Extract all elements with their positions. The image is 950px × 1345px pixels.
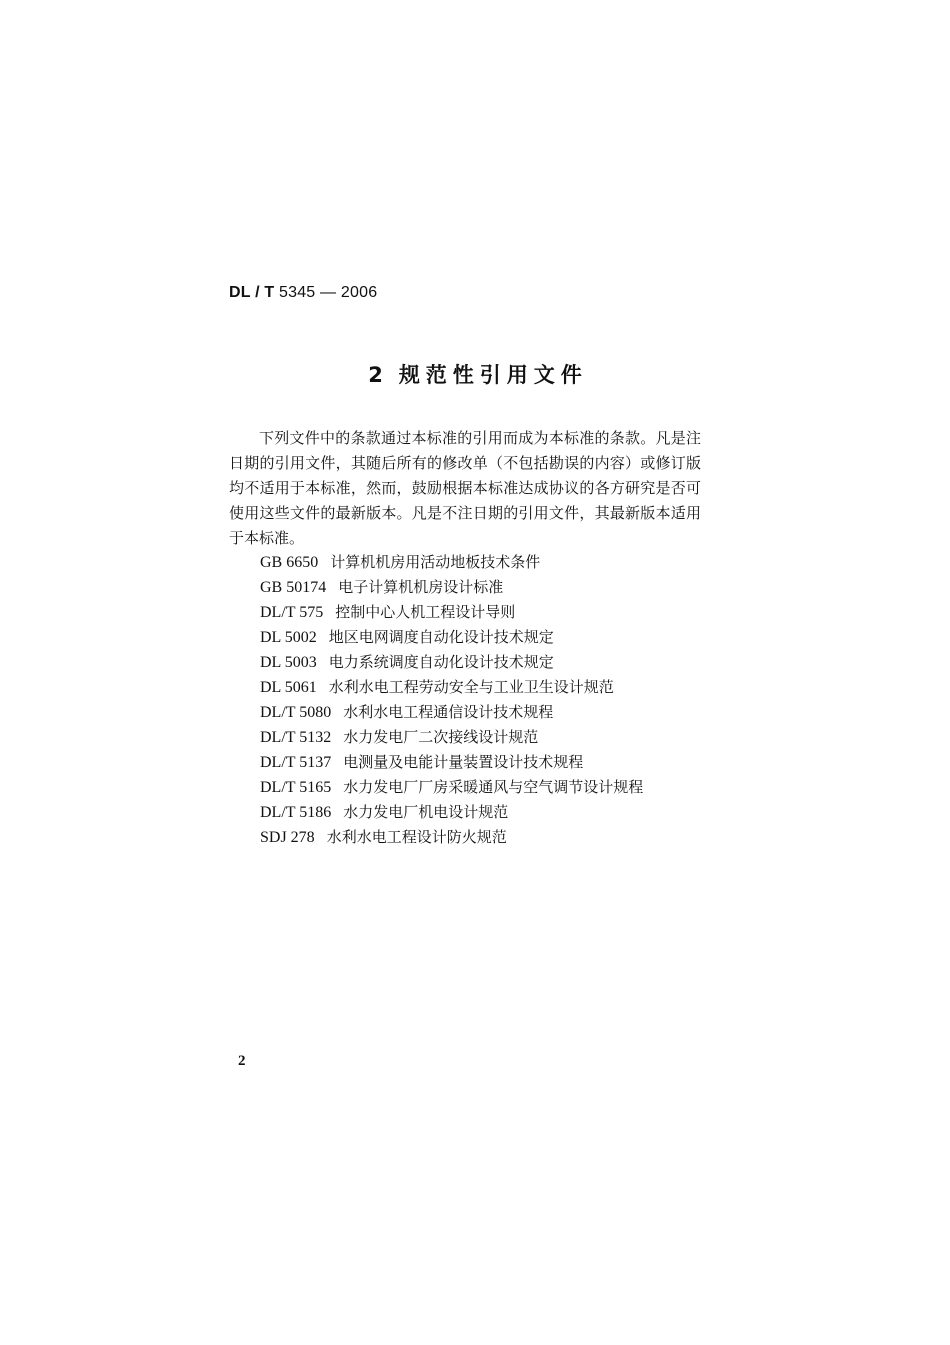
reference-item: [260, 650, 643, 675]
reference-name: 水力发电厂机电设计规范: [343, 803, 509, 821]
reference-item: [260, 725, 643, 750]
reference-item: [260, 775, 643, 800]
reference-name: 水利水电工程通信设计技术规程: [343, 703, 554, 721]
standard-code-header: [229, 284, 377, 302]
reference-code: DL/T 5132: [260, 729, 332, 746]
reference-item: [260, 675, 643, 700]
reference-item: [260, 825, 643, 850]
reference-name: 电力系统调度自动化设计技术规定: [328, 653, 554, 671]
reference-item: [260, 800, 643, 825]
reference-code: GB 50174: [260, 579, 327, 596]
reference-item: [260, 550, 643, 575]
reference-name: 水力发电厂二次接线设计规范: [343, 728, 539, 746]
reference-code: DL/T 5165: [260, 779, 332, 796]
reference-name: 水利水电工程劳动安全与工业卫生设计规范: [328, 678, 614, 696]
reference-code: SDJ 278: [260, 829, 315, 846]
section-heading: [0, 359, 950, 389]
reference-item: [260, 700, 643, 725]
standard-code-number: 5345 — 2006: [279, 284, 378, 301]
reference-item: [260, 575, 643, 600]
section-number: 2: [368, 363, 389, 387]
reference-code: DL/T 5137: [260, 754, 332, 771]
reference-code: DL/T 5080: [260, 704, 332, 721]
reference-name: 计算机机房用活动地板技术条件: [330, 553, 541, 571]
section-title: 规范性引用文件: [398, 363, 588, 387]
reference-item: [260, 625, 643, 650]
reference-name: 水利水电工程设计防火规范: [326, 828, 507, 846]
reference-code: DL/T 575: [260, 604, 324, 621]
reference-item: [260, 600, 643, 625]
reference-name: 电测量及电能计量装置设计技术规程: [343, 753, 584, 771]
standard-code-prefix: DL / T: [229, 284, 275, 301]
reference-name: 控制中心人机工程设计导则: [335, 603, 516, 621]
reference-name: 地区电网调度自动化设计技术规定: [328, 628, 554, 646]
reference-name: 水力发电厂厂房采暖通风与空气调节设计规程: [343, 778, 644, 796]
reference-code: DL 5002: [260, 629, 317, 646]
intro-paragraph: 下列文件中的条款通过本标准的引用而成为本标准的条款。凡是注日期的引用文件，其随后所有的修改单（不包括勘误的内容）或修订版均不适用于本标准，然而，鼓励根据本标准达成协议的各方研究是否可使用这些文件的最新版本。凡是不注日期的引用文件，其最新版本适用于本标准。: [229, 429, 701, 547]
reference-code: GB 6650: [260, 554, 319, 571]
reference-code: DL/T 5186: [260, 804, 332, 821]
reference-list: [260, 550, 643, 850]
reference-code: DL 5003: [260, 654, 317, 671]
reference-name: 电子计算机机房设计标准: [338, 578, 504, 596]
page-number: 2: [238, 1053, 246, 1069]
reference-code: DL 5061: [260, 679, 317, 696]
reference-item: [260, 750, 643, 775]
